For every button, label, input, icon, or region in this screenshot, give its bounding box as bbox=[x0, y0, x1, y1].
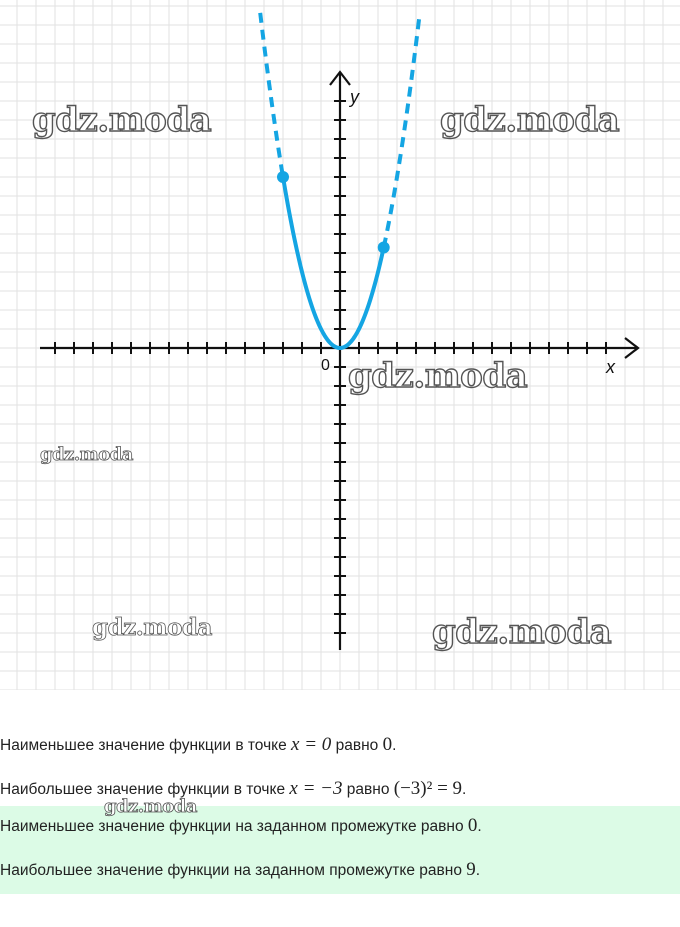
watermark: gdz.moda bbox=[92, 614, 212, 641]
axes bbox=[40, 72, 638, 650]
origin-label: 0 bbox=[321, 357, 330, 374]
curve-dashed-right bbox=[384, 13, 420, 248]
text: . bbox=[477, 818, 482, 835]
text: . bbox=[475, 862, 481, 879]
text: равно bbox=[342, 781, 394, 798]
text: равно bbox=[331, 737, 383, 754]
min-interval-line bbox=[0, 806, 680, 850]
watermark: gdz.moda bbox=[104, 796, 197, 817]
value: 0 bbox=[382, 734, 393, 755]
text: Наименьшее значение функции в точке bbox=[0, 737, 292, 754]
value: (−3)² = 9 bbox=[393, 778, 463, 799]
watermark: gdz.moda bbox=[32, 100, 212, 140]
text: . bbox=[392, 737, 397, 754]
endpoint-left bbox=[277, 171, 289, 183]
y-axis-label: y bbox=[350, 87, 359, 107]
math: x = 0 bbox=[291, 734, 332, 755]
curve-solid-segment bbox=[283, 177, 384, 348]
text: Наибольшее значение функции на заданном промежутке равно bbox=[0, 862, 467, 879]
math: x = −3 bbox=[289, 778, 343, 799]
watermark: gdz.moda bbox=[40, 444, 133, 465]
watermark: gdz.moda bbox=[440, 100, 620, 140]
endpoint-right bbox=[378, 241, 390, 253]
value: 9 bbox=[466, 859, 476, 880]
text: . bbox=[462, 781, 467, 798]
value: 0 bbox=[467, 815, 478, 836]
watermark: gdz.moda bbox=[432, 612, 612, 652]
text: Наибольшее значение функции в точке bbox=[0, 781, 290, 798]
min-point-line bbox=[0, 725, 396, 769]
x-axis-label: x bbox=[606, 357, 615, 377]
text: Наименьшее значение функции на заданном промежутке равно bbox=[0, 818, 468, 835]
watermark: gdz.moda bbox=[348, 356, 528, 396]
max-interval-line bbox=[0, 850, 680, 894]
